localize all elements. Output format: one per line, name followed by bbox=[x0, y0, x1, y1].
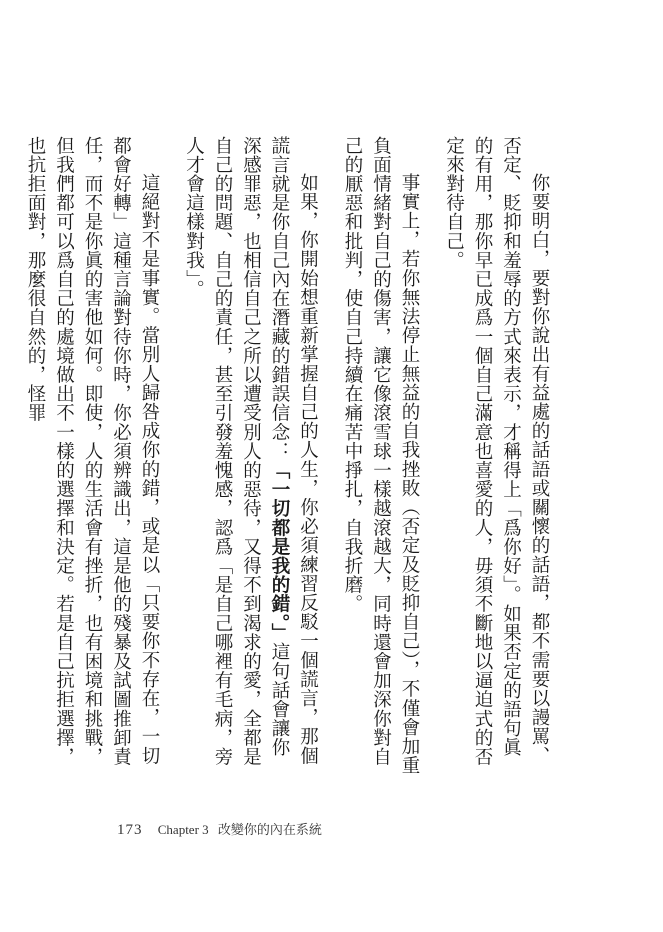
paragraph-3 bbox=[179, 136, 322, 776]
emphasized-quote: 「一切都是我的錯。」 bbox=[269, 460, 290, 643]
paragraph-3-lead: 如果，你開始想重新掌握自己的人生，你必須練習反駁一個謊言，那個謊言就是你自己內在潛藏的錯誤信念： bbox=[269, 136, 319, 766]
paragraph-2: 事實上，若你無法停止無益的自我挫敗（否定及貶抑自己），不僅會加重負面情緒對自己的傷害，讓它像滾雪球一樣越滾越大，同時還會加深你對自己的厭惡和批判，使自己持續在痛苦中掙扎，自我折磨。 bbox=[342, 136, 420, 775]
paragraph-gap bbox=[163, 136, 179, 776]
body-text bbox=[25, 136, 553, 776]
paragraph-gap bbox=[322, 136, 338, 776]
paragraph-gap bbox=[423, 136, 439, 776]
paragraph-4: 這絕對不是事實。當別人歸咎成你的錯，或是以「只要你不存在，一切都會好轉」這種言論對待你時，你必須辨識出，這是他的殘暴及試圖推卸責任，而不是你眞的害他如何。即使，人的生活會有挫折，也有困境和挑戰，但我們都可以爲自己的處境做出不一樣的選擇和決定。若是自己抗拒選擇，也抗拒面對，那麼很自然的，怪罪 bbox=[25, 136, 160, 767]
paragraph-3-tail: 這句話會讓你深感罪惡，也相信自己之所以遭受別人的惡待，又得不到渴求的愛，全都是自己的問題、自己的責任，甚至引發羞愧感，認爲「是自己哪裡有毛病，旁人才會這樣對我」。 bbox=[183, 136, 290, 767]
chapter-label: Chapter 3 bbox=[157, 822, 209, 837]
page-number: 173 bbox=[117, 822, 143, 838]
paragraph-1: 你要明白，要對你說出有益處的話語或關懷的話語，都不需要以謾罵、否定、貶抑和羞辱的方式來表示，才稱得上「爲你好」。如果否定的語句眞的有用，那你早已成爲一個自己滿意也喜愛的人，毋須不斷地以逼迫式的否定來對待自己。 bbox=[443, 136, 550, 767]
chapter-title: 改變你的內在系統 bbox=[217, 822, 322, 837]
page-footer bbox=[117, 819, 322, 839]
